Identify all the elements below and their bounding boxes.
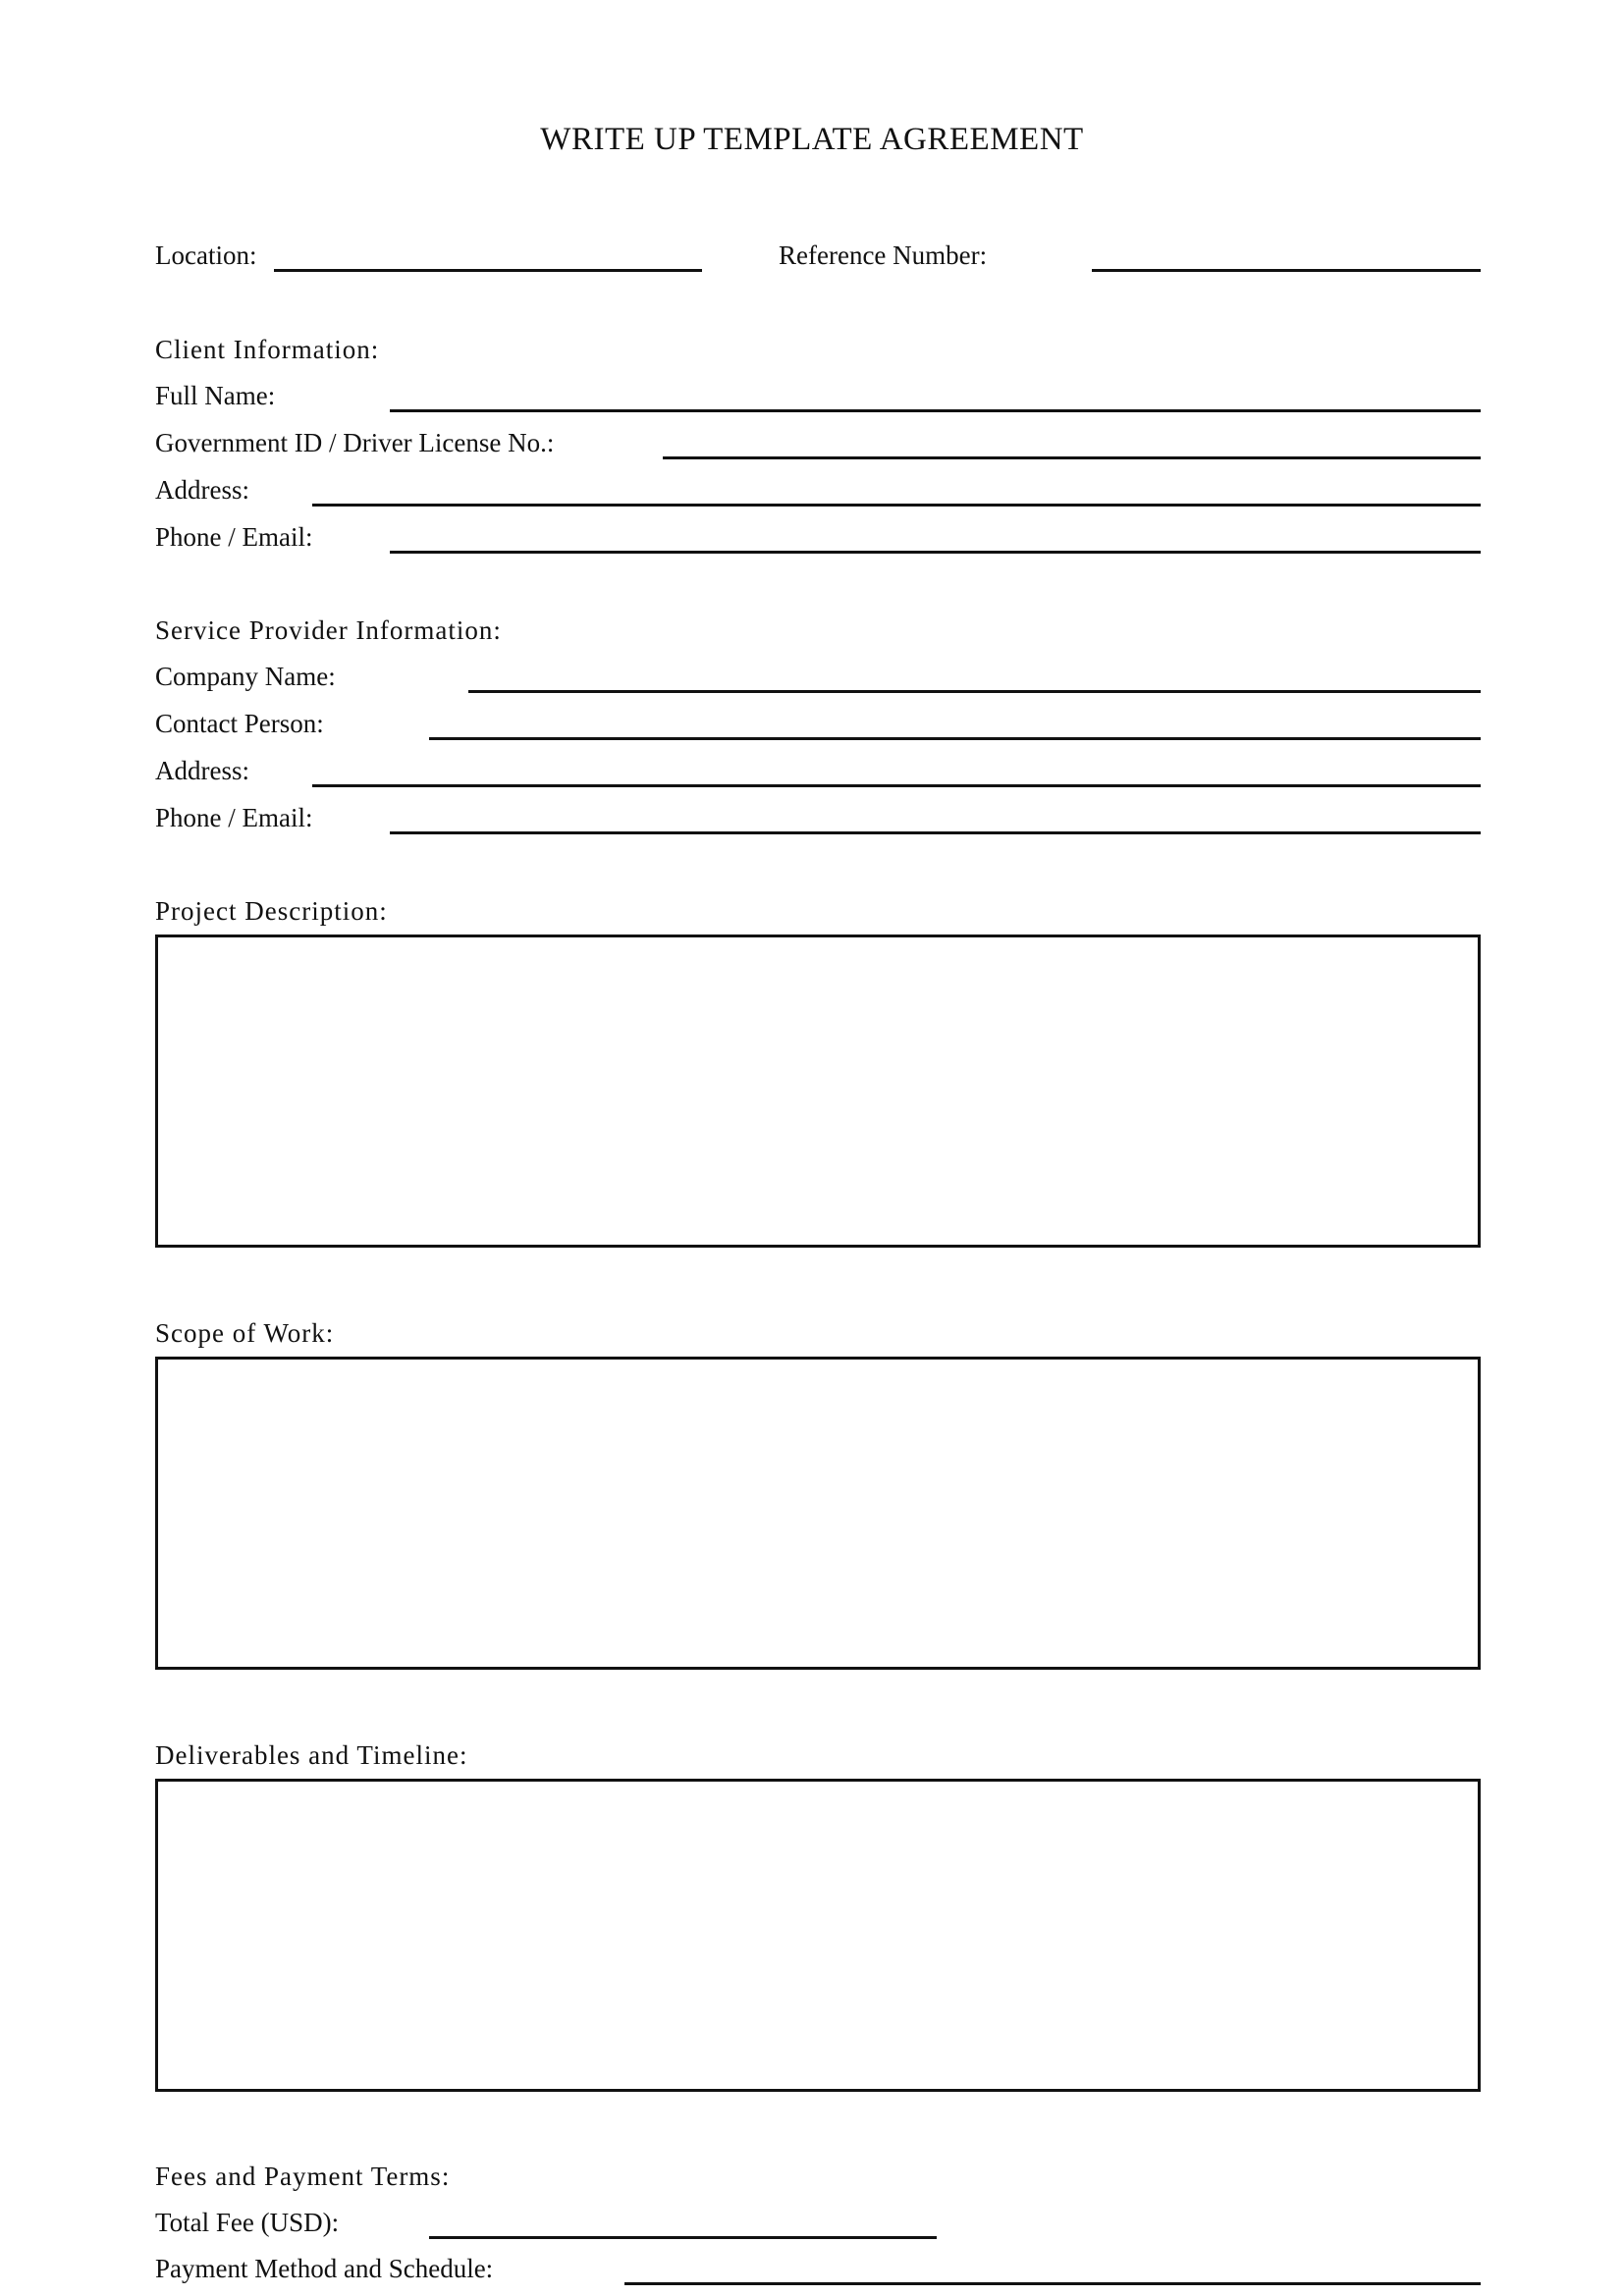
total-fee-label: Total Fee (USD): [155, 2208, 340, 2237]
location-field[interactable] [274, 269, 702, 272]
deliverables-timeline-box[interactable] [155, 1779, 1481, 2092]
scope-of-work-box[interactable] [155, 1357, 1481, 1670]
client-information-heading: Client Information: [155, 335, 380, 364]
provider-contact-person-field[interactable] [429, 737, 1481, 740]
client-full-name-field[interactable] [390, 409, 1481, 412]
provider-address-label: Address: [155, 756, 249, 785]
client-full-name-label: Full Name: [155, 381, 276, 410]
project-description-box[interactable] [155, 934, 1481, 1248]
provider-phone-email-field[interactable] [390, 831, 1481, 834]
client-government-id-label: Government ID / Driver License No.: [155, 428, 555, 457]
scope-of-work-heading: Scope of Work: [155, 1318, 335, 1348]
payment-method-label: Payment Method and Schedule: [155, 2254, 494, 2283]
fees-payment-heading: Fees and Payment Terms: [155, 2162, 451, 2191]
provider-company-name-label: Company Name: [155, 662, 336, 691]
provider-company-name-field[interactable] [468, 690, 1481, 693]
provider-address-field[interactable] [312, 784, 1481, 787]
reference-number-label: Reference Number: [779, 240, 988, 270]
provider-contact-person-label: Contact Person: [155, 709, 324, 738]
payment-method-field[interactable] [624, 2282, 1481, 2285]
project-description-heading: Project Description: [155, 896, 388, 926]
reference-number-field[interactable] [1092, 269, 1481, 272]
total-fee-field[interactable] [429, 2236, 937, 2239]
provider-phone-email-label: Phone / Email: [155, 803, 313, 832]
client-government-id-field[interactable] [663, 456, 1481, 459]
client-phone-email-label: Phone / Email: [155, 522, 313, 552]
location-label: Location: [155, 240, 257, 270]
client-phone-email-field[interactable] [390, 551, 1481, 554]
client-address-label: Address: [155, 475, 249, 505]
deliverables-timeline-heading: Deliverables and Timeline: [155, 1740, 468, 1770]
service-provider-heading: Service Provider Information: [155, 615, 502, 645]
document-title: WRITE UP TEMPLATE AGREEMENT [540, 122, 1084, 157]
client-address-field[interactable] [312, 504, 1481, 507]
